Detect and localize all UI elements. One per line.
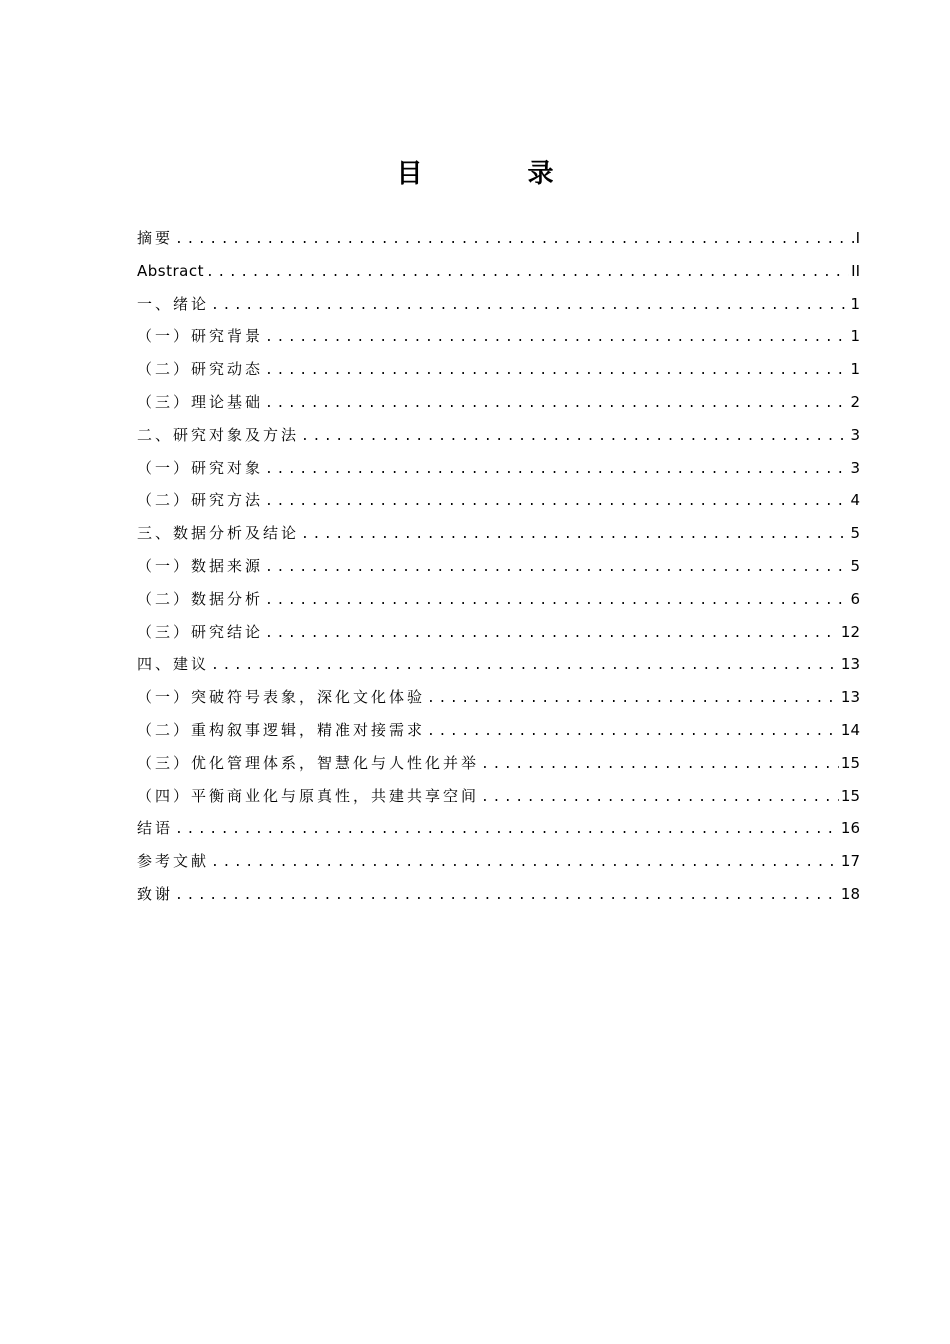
toc-title: 目 录: [396, 159, 602, 189]
toc-list: [137, 222, 860, 911]
toc-leader-dots: [265, 322, 848, 355]
toc-entry-page: 3: [850, 458, 860, 477]
toc-leader-dots: [265, 355, 848, 388]
toc-entry-label: 结语: [137, 819, 174, 838]
toc-entry-page: 1: [850, 360, 860, 379]
toc-entry[interactable]: [137, 845, 860, 878]
toc-leader-dots: [301, 519, 848, 552]
toc-entry-label: （三）研究结论: [137, 622, 264, 641]
toc-entry[interactable]: [137, 222, 860, 255]
toc-entry-label: 摘要: [137, 229, 174, 247]
toc-leader-dots: [265, 454, 848, 487]
toc-leader-dots: [206, 257, 849, 290]
toc-entry[interactable]: [137, 484, 860, 517]
toc-entry-label: 三、数据分析及结论: [137, 524, 300, 543]
toc-entry-page: 12: [840, 622, 860, 641]
toc-entry-label: （二）研究方法: [137, 491, 264, 510]
toc-entry-page: 4: [850, 491, 860, 510]
toc-entry[interactable]: [137, 878, 860, 911]
toc-entry-page: 5: [850, 524, 860, 543]
toc-entry-page: 5: [850, 556, 860, 575]
toc-entry[interactable]: [137, 747, 860, 780]
toc-entry[interactable]: [137, 550, 860, 583]
toc-leader-dots: [175, 814, 839, 847]
toc-entry[interactable]: [137, 616, 860, 649]
toc-entry[interactable]: [137, 812, 860, 845]
toc-entry[interactable]: [137, 353, 860, 386]
toc-entry-page: 16: [840, 819, 860, 838]
toc-entry-label: 参考文献: [137, 852, 210, 871]
toc-entry-page: 14: [840, 720, 860, 739]
toc-entry-page: 6: [850, 589, 860, 608]
toc-entry[interactable]: [137, 681, 860, 714]
toc-entry-page: 2: [850, 392, 860, 411]
toc-entry[interactable]: [137, 419, 860, 452]
toc-entry[interactable]: [137, 583, 860, 616]
toc-entry-label: （四）平衡商业化与原真性，共建共享空间: [137, 786, 480, 805]
toc-entry-page: 18: [840, 884, 860, 903]
toc-leader-dots: [211, 650, 839, 683]
toc-entry-page: 15: [840, 786, 860, 805]
toc-entry[interactable]: [137, 255, 860, 288]
toc-leader-dots: [427, 716, 839, 749]
toc-entry-label: 二、研究对象及方法: [137, 425, 300, 444]
toc-leader-dots: [481, 749, 839, 782]
toc-leader-dots: [211, 847, 839, 880]
toc-entry-label: Abstract: [137, 261, 204, 280]
toc-entry-label: 致谢: [137, 884, 174, 903]
toc-leader-dots: [175, 880, 839, 913]
toc-entry[interactable]: [137, 648, 860, 681]
toc-entry-label: （一）研究背景: [137, 327, 264, 346]
toc-entry-page: 3: [850, 425, 860, 444]
toc-entry-page: 1: [850, 294, 860, 313]
toc-leader-dots: [265, 486, 848, 519]
toc-entry[interactable]: [137, 780, 860, 813]
toc-entry[interactable]: [137, 517, 860, 550]
toc-leader-dots: [211, 290, 848, 323]
toc-entry-page: I: [855, 229, 860, 247]
toc-leader-dots: [265, 388, 848, 421]
toc-leader-dots: [427, 683, 839, 716]
toc-entry-label: （三）优化管理体系，智慧化与人性化并举: [137, 753, 480, 772]
toc-leader-dots: [175, 224, 854, 257]
toc-leader-dots: [481, 782, 839, 815]
toc-entry-label: （一）突破符号表象，深化文化体验: [137, 688, 426, 707]
toc-entry-label: （一）研究对象: [137, 458, 264, 477]
toc-leader-dots: [265, 552, 848, 585]
toc-entry-label: （二）重构叙事逻辑，精准对接需求: [137, 720, 426, 739]
toc-entry-page: 13: [840, 655, 860, 674]
toc-entry-label: （二）研究动态: [137, 360, 264, 379]
toc-entry-page: 15: [840, 753, 860, 772]
toc-entry-label: （三）理论基础: [137, 392, 264, 411]
toc-entry-page: 1: [850, 327, 860, 346]
toc-leader-dots: [265, 585, 848, 618]
toc-entry-label: （一）数据来源: [137, 556, 264, 575]
toc-entry[interactable]: [137, 386, 860, 419]
toc-entry[interactable]: [137, 320, 860, 353]
toc-entry[interactable]: [137, 714, 860, 747]
toc-leader-dots: [301, 421, 848, 454]
toc-entry-label: 一、绪论: [137, 294, 210, 313]
toc-leader-dots: [265, 618, 839, 651]
toc-entry[interactable]: [137, 288, 860, 321]
toc-entry-label: 四、建议: [137, 655, 210, 674]
toc-entry-label: （二）数据分析: [137, 589, 264, 608]
toc-entry-page: II: [851, 261, 860, 280]
toc-entry[interactable]: [137, 452, 860, 485]
toc-entry-page: 17: [840, 852, 860, 871]
toc-entry-page: 13: [840, 688, 860, 707]
